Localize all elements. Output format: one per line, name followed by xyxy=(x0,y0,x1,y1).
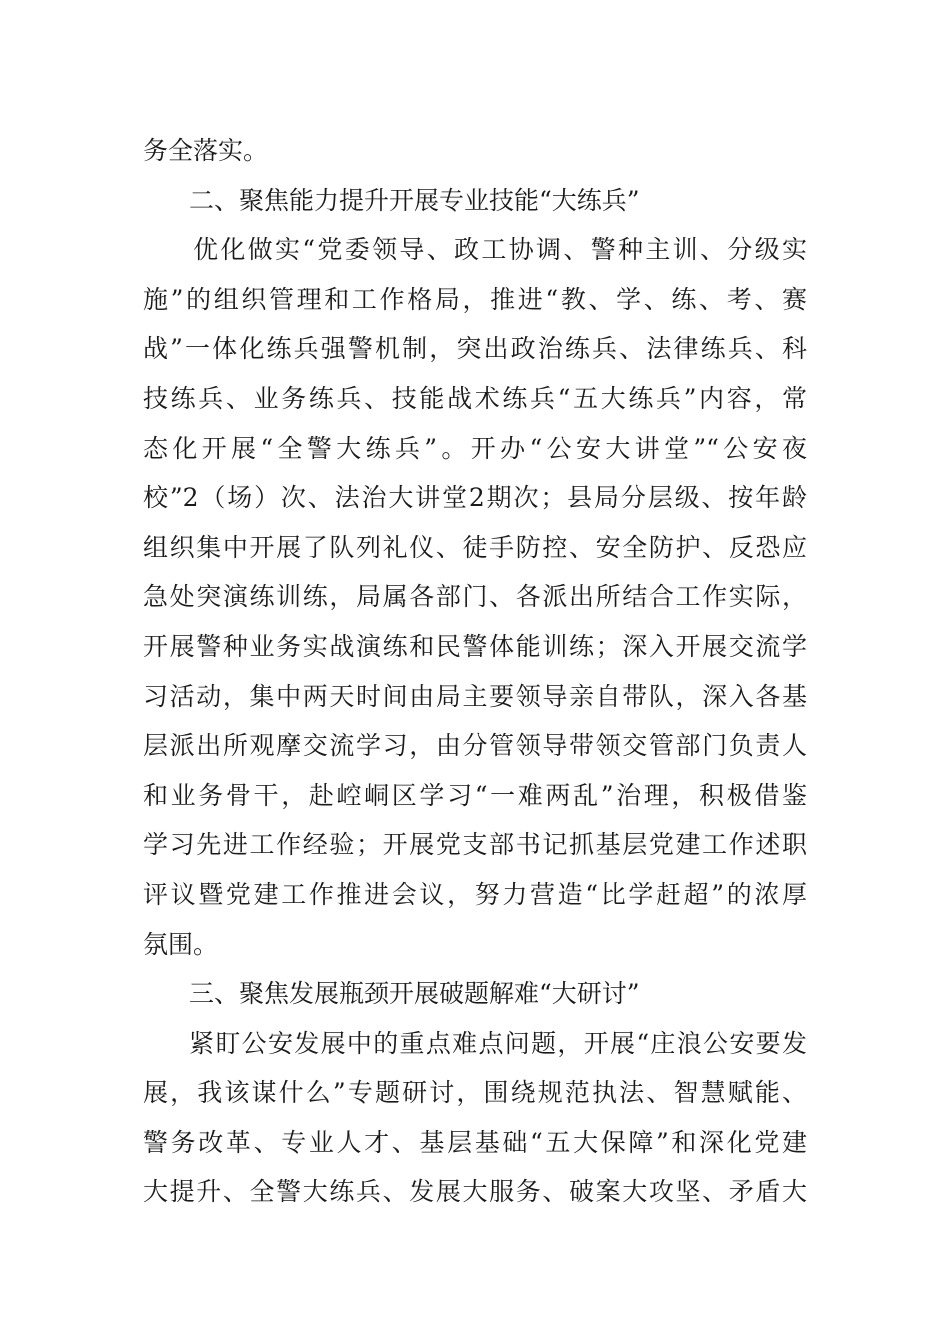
document-body xyxy=(143,126,807,1217)
text-line: 技练兵、业务练兵、技能战术练兵“五大练兵”内容，常 xyxy=(143,383,807,413)
section-heading: 二、聚焦能力提升开展专业技能“大练兵” xyxy=(189,185,640,215)
text-line: 组织集中开展了队列礼仪、徒手防控、安全防护、反恐应 xyxy=(143,532,807,562)
text-line: 学习先进工作经验；开展党支部书记抓基层党建工作述职 xyxy=(143,830,807,860)
text-line: 紧盯公安发展中的重点难点问题，开展“庄浪公安要发 xyxy=(189,1028,807,1058)
text-line: 和业务骨干，赴崆峒区学习“一难两乱”治理，积极借鉴 xyxy=(143,780,807,810)
text-line: 急处突演练训练，局属各部门、各派出所结合工作实际， xyxy=(143,582,807,612)
text-line: 习活动，集中两天时间由局主要领导亲自带队，深入各基 xyxy=(143,681,807,711)
text-line: 施”的组织管理和工作格局，推进“教、学、练、考、赛 xyxy=(143,284,807,314)
text-line: 校”2（场）次、法治大讲堂2期次；县局分层级、按年龄 xyxy=(143,483,807,513)
text-line: 优化做实“党委领导、政工协调、警种主训、分级实 xyxy=(193,235,807,265)
text-line: 开展警种业务实战演练和民警体能训练；深入开展交流学 xyxy=(143,631,807,661)
text-line: 氛围。 xyxy=(143,929,219,959)
text-line: 层派出所观摩交流学习，由分管领导带领交管部门负责人 xyxy=(143,731,807,761)
section-heading: 三、聚焦发展瓶颈开展破题解难“大研讨” xyxy=(189,979,640,1009)
text-line: 战”一体化练兵强警机制，突出政治练兵、法律练兵、科 xyxy=(143,334,807,364)
text-line: 务全落实。 xyxy=(143,136,269,165)
text-line: 警务改革、专业人才、基层基础“五大保障”和深化党建 xyxy=(143,1127,807,1157)
text-line: 态化开展“全警大练兵”。开办“公安大讲堂”“公安夜 xyxy=(143,433,807,463)
text-line: 大提升、全警大练兵、发展大服务、破案大攻坚、矛盾大 xyxy=(143,1177,807,1207)
text-line: 展，我该谋什么”专题研讨，围绕规范执法、智慧赋能、 xyxy=(143,1078,807,1108)
text-line: 评议暨党建工作推进会议，努力营造“比学赶超”的浓厚 xyxy=(143,879,807,909)
